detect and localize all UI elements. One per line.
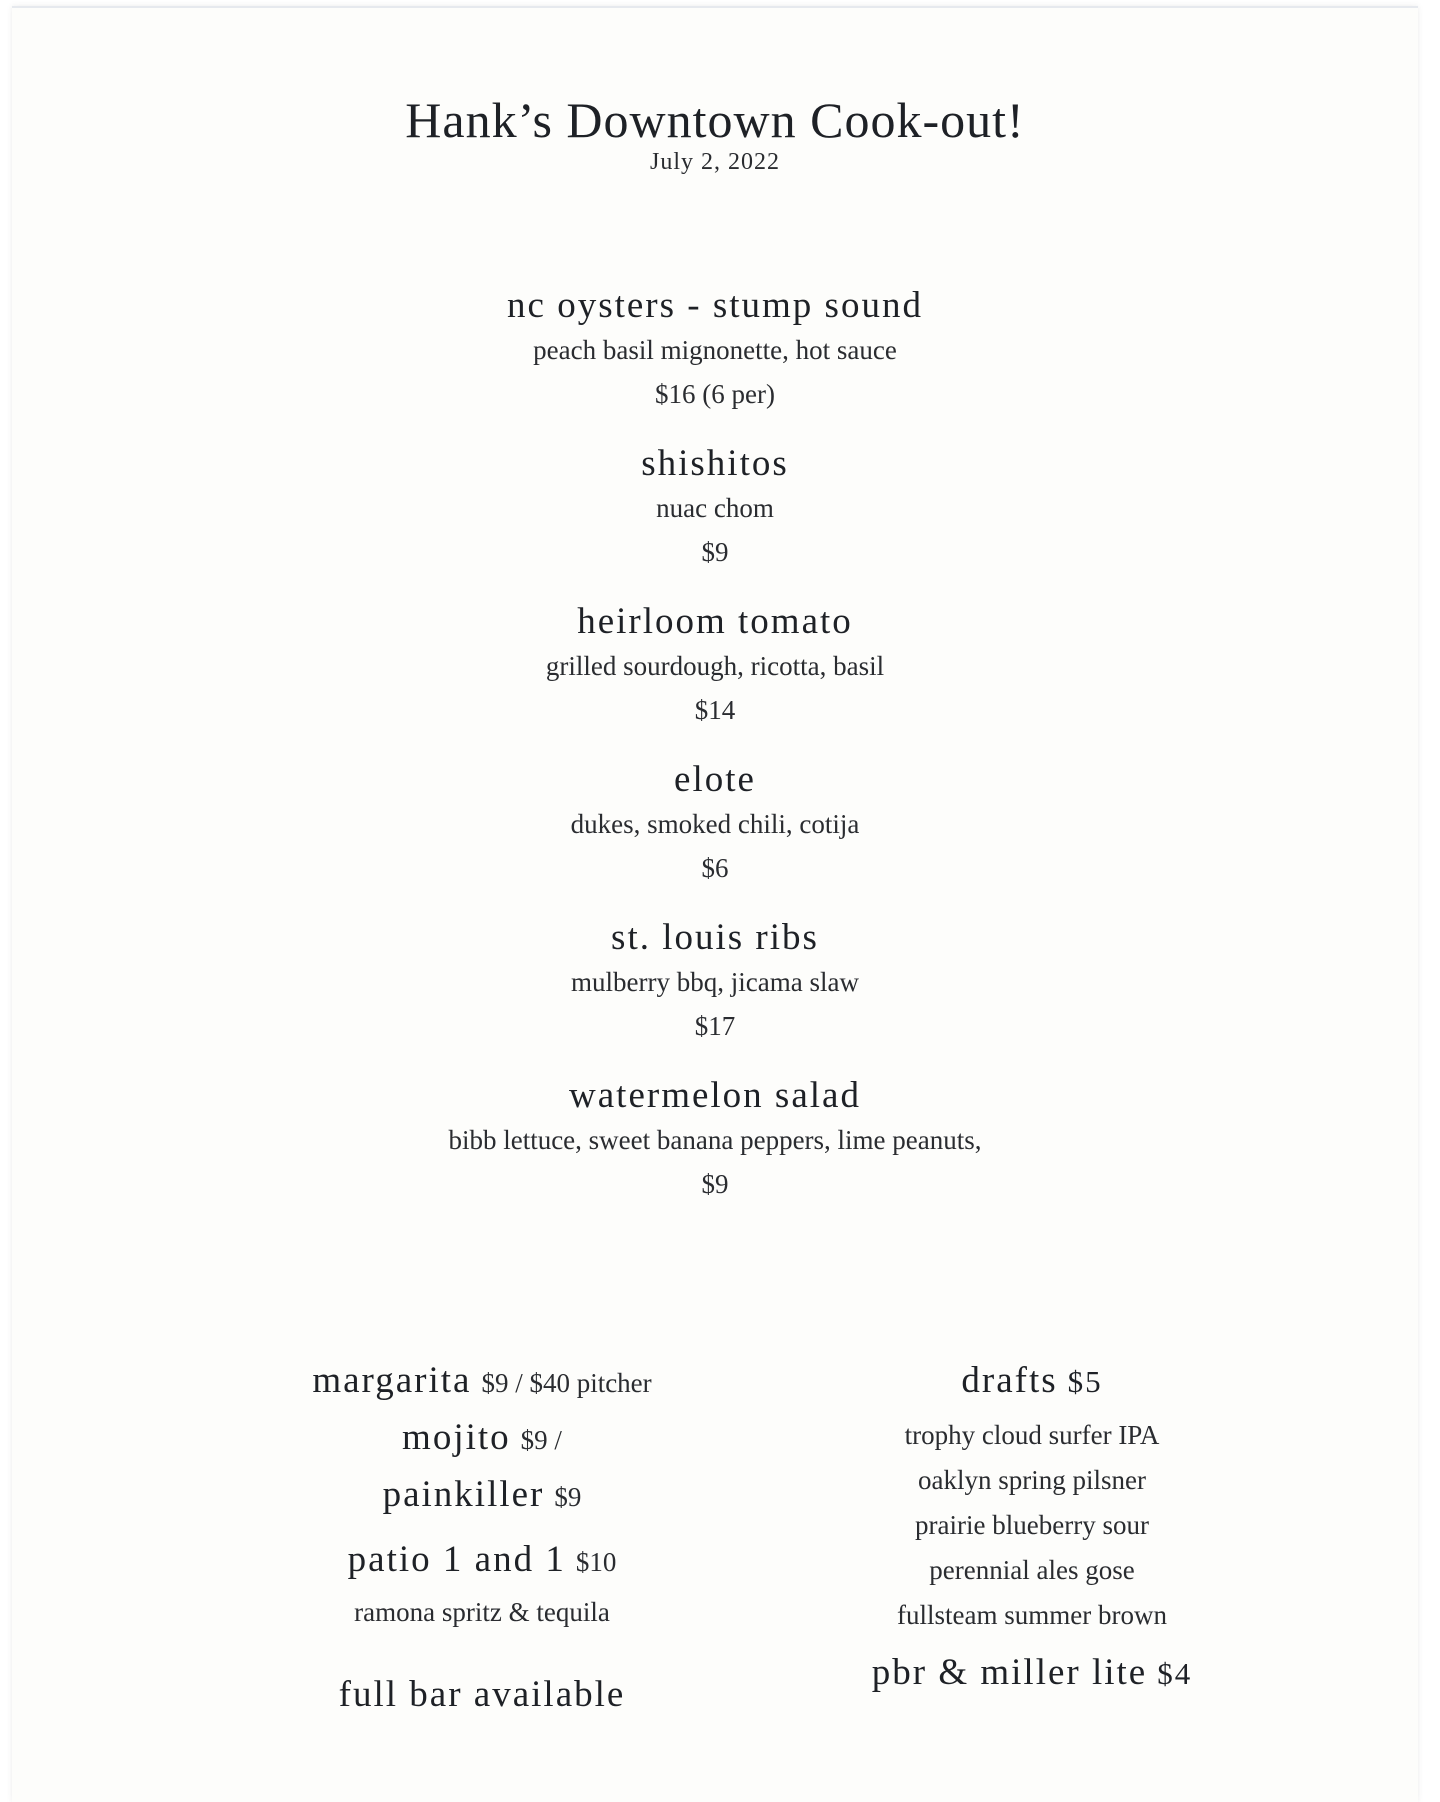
draft-beer: trophy cloud surfer IPA — [904, 1420, 1160, 1450]
drink-price: $9 / $40 pitcher — [481, 1368, 652, 1398]
menu-item — [12, 916, 1418, 1048]
drafts-heading — [832, 1356, 1232, 1413]
drafts-label: drafts — [961, 1360, 1058, 1401]
menu-item — [12, 284, 1418, 416]
item-description: nuac chom — [656, 493, 774, 523]
full-bar-note: full bar available — [338, 1674, 626, 1715]
drink-price: $9 / — [520, 1425, 562, 1455]
drink-name: margarita — [312, 1360, 472, 1401]
item-name: st. louis ribs — [611, 917, 819, 958]
drink-price: $10 — [575, 1547, 617, 1577]
cocktail-menu — [242, 1356, 722, 1720]
draft-beer: oaklyn spring pilsner — [918, 1465, 1146, 1495]
menu-page — [12, 6, 1418, 1802]
cans-label: pbr & miller lite — [871, 1652, 1148, 1693]
draft-beer: perennial ales gose — [929, 1555, 1135, 1585]
menu-item — [12, 758, 1418, 890]
drafts-price: $5 — [1067, 1364, 1103, 1399]
item-name: shishitos — [641, 443, 789, 484]
menu-title: Hank’s Downtown Cook-out! — [405, 92, 1025, 148]
draft-beer: fullsteam summer brown — [897, 1600, 1167, 1630]
drink-name: painkiller — [382, 1474, 545, 1515]
item-description: grilled sourdough, ricotta, basil — [545, 651, 885, 681]
item-name: nc oysters - stump sound — [507, 285, 923, 326]
item-description: mulberry bbq, jicama slaw — [571, 967, 859, 997]
drink-name: patio 1 and 1 — [347, 1539, 566, 1580]
item-price: $14 — [694, 695, 736, 725]
item-price: $16 (6 per) — [655, 379, 775, 409]
draft-beer: prairie blueberry sour — [915, 1510, 1149, 1540]
drink-price: $9 — [554, 1482, 582, 1512]
item-price: $6 — [701, 853, 729, 883]
drink-patio — [242, 1535, 722, 1592]
item-description: dukes, smoked chili, cotija — [570, 809, 860, 839]
menu-item — [12, 600, 1418, 732]
item-price: $9 — [701, 537, 729, 567]
food-menu — [12, 284, 1418, 1206]
item-name: watermelon salad — [569, 1075, 861, 1116]
drink-name: mojito — [402, 1417, 511, 1458]
item-price: $17 — [694, 1011, 736, 1041]
item-name: elote — [674, 759, 756, 800]
item-price: $9 — [701, 1169, 729, 1199]
menu-item — [12, 442, 1418, 574]
menu-header — [12, 92, 1418, 176]
menu-date: July 2, 2022 — [649, 149, 780, 175]
item-name: heirloom tomato — [577, 601, 853, 642]
drink-margarita — [242, 1356, 722, 1413]
drink-painkiller — [242, 1470, 722, 1527]
item-description: peach basil mignonette, hot sauce — [533, 335, 897, 365]
menu-item — [12, 1074, 1418, 1206]
drink-mojito — [242, 1413, 722, 1470]
drink-description: ramona spritz & tequila — [354, 1597, 610, 1627]
cans-heading — [832, 1648, 1232, 1705]
beer-menu — [832, 1356, 1232, 1705]
cans-price: $4 — [1157, 1656, 1193, 1691]
item-description: bibb lettuce, sweet banana peppers, lime peanuts, — [448, 1125, 982, 1155]
